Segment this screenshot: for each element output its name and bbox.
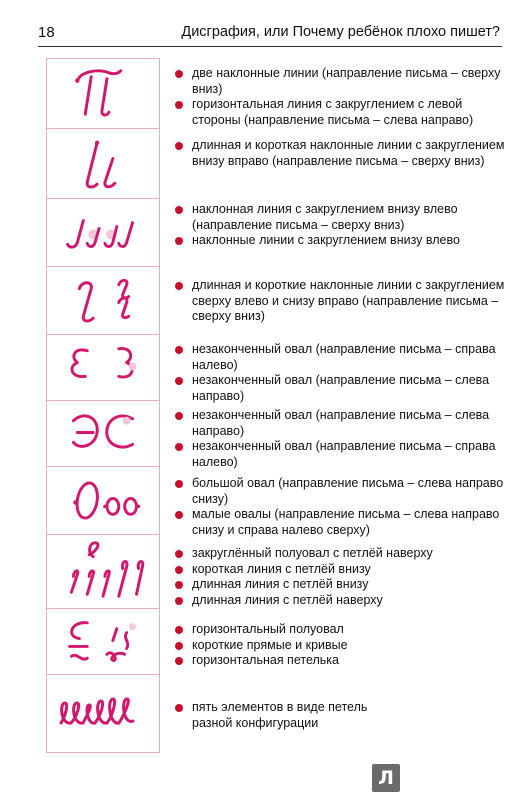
bullet-item: незаконченный овал (направление письма – слева направо) <box>172 373 512 404</box>
bullet-item: большой овал (направление письма – слева направо снизу) <box>172 476 512 507</box>
header-rule <box>38 46 502 47</box>
stroke-sample-9 <box>47 609 159 675</box>
bullet-item: короткие прямые и кривые <box>172 638 512 654</box>
bullet-item: две наклонные линии (направление письма – сверху вниз) <box>172 66 512 97</box>
stroke-sample-5 <box>47 335 159 401</box>
row-3-description <box>172 202 512 249</box>
stroke-sample-8 <box>47 535 159 609</box>
bullet-item: длинная линия с петлёй внизу <box>172 577 512 593</box>
running-title: Дисграфия, или Почему ребёнок плохо пишет? <box>181 24 500 40</box>
stroke-sample-3 <box>47 199 159 267</box>
bullet-item: незаконченный овал (направление письма – слева направо) <box>172 408 512 439</box>
bullet-item: короткая линия с петлёй внизу <box>172 562 512 578</box>
bullet-item: наклонные линии с закруглением внизу влево <box>172 233 512 249</box>
page-header <box>0 0 522 48</box>
bullet-item: пять элементов в виде петель разной конфигурации <box>172 700 392 731</box>
row-5-description <box>172 342 512 404</box>
bullet-item: наклонная линия с закруглением внизу влево (направление письма – сверху вниз) <box>172 202 512 233</box>
stroke-sample-2 <box>47 129 159 199</box>
bullet-item: горизонтальная петелька <box>172 653 512 669</box>
row-7-description <box>172 476 512 538</box>
row-4-description <box>172 278 512 325</box>
bullet-item: закруглённый полуовал с петлёй наверху <box>172 546 512 562</box>
page-number: 18 <box>38 24 55 41</box>
stroke-sample-10 <box>47 675 159 752</box>
bullet-item: горизонтальный полуовал <box>172 622 512 638</box>
row-9-description <box>172 622 512 669</box>
row-1-description <box>172 66 512 128</box>
row-6-description <box>172 408 512 470</box>
stroke-sample-4 <box>47 267 159 335</box>
bullet-item: длинная и короткая наклонные линии с закруглением внизу вправо (направление письма – сверху вниз) <box>172 138 512 169</box>
stroke-samples-column <box>46 58 160 753</box>
row-8-description <box>172 546 512 608</box>
bullet-item: длинная линия с петлёй наверху <box>172 593 512 609</box>
row-2-description <box>172 138 512 169</box>
bullet-item: незаконченный овал (направление письма – справа налево) <box>172 439 512 470</box>
bullet-item: незаконченный овал (направление письма – справа налево) <box>172 342 512 373</box>
bullet-item: длинная и короткие наклонные линии с закруглением сверху влево и снизу вправо (направление письма – сверху вниз) <box>172 278 512 325</box>
stroke-sample-7 <box>47 467 159 535</box>
row-10-description <box>172 700 392 731</box>
bullet-item: горизонтальная линия с закруглением с левой стороны (направление письма – слева направо) <box>172 97 512 128</box>
stroke-sample-1 <box>47 59 159 129</box>
publisher-logo-letter: Л <box>378 767 394 789</box>
publisher-logo <box>372 764 400 792</box>
bullet-item: малые овалы (направление письма – слева направо снизу и справа налево сверху) <box>172 507 512 538</box>
stroke-sample-6 <box>47 401 159 467</box>
